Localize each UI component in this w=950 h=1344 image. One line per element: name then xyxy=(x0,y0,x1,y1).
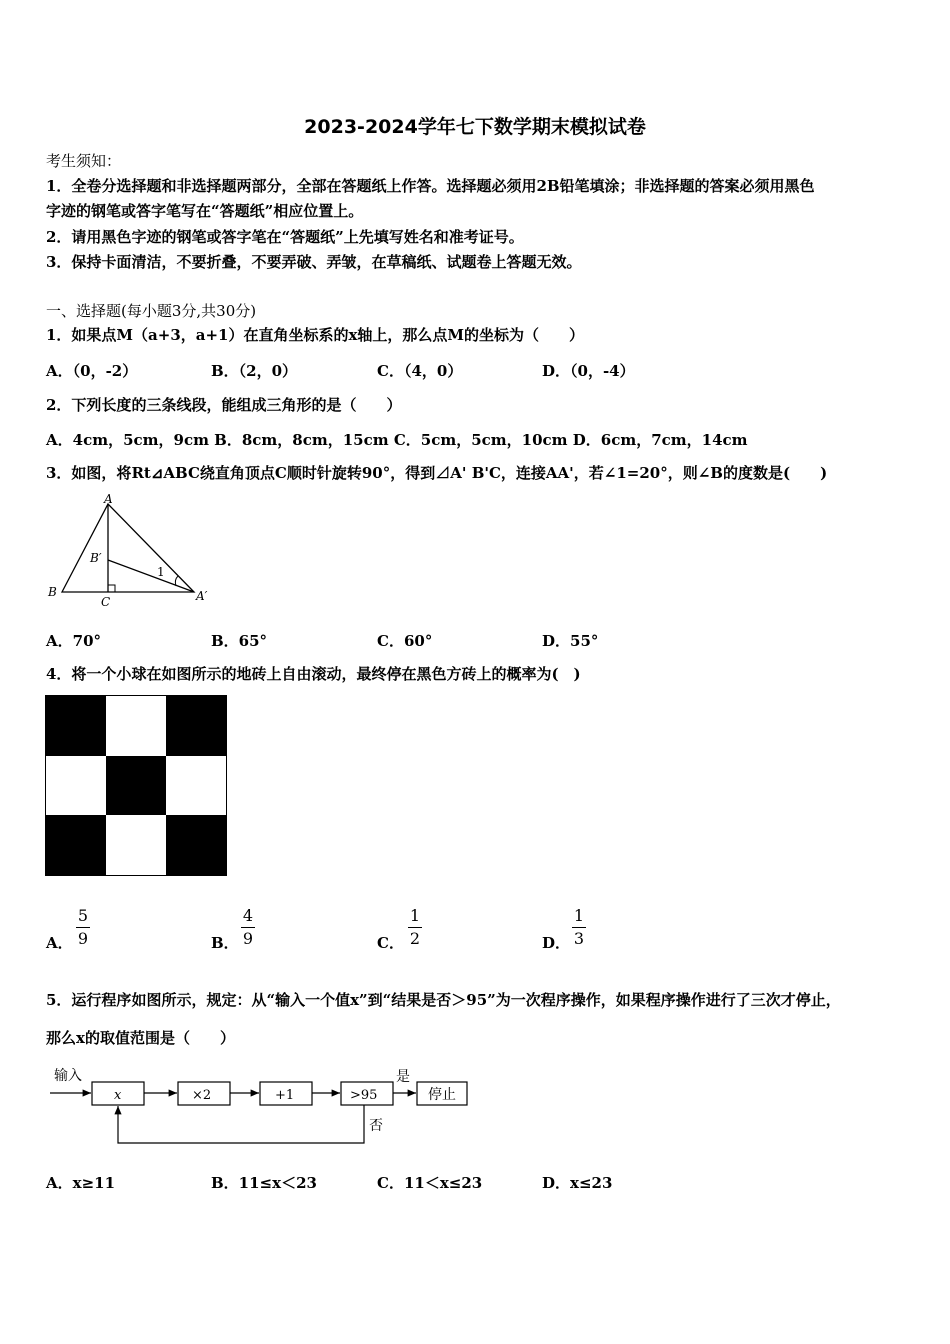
q4-b-numerator: 4 xyxy=(242,906,254,925)
q4-d-denominator: 3 xyxy=(573,929,585,948)
q4-option-c: C． xyxy=(377,934,404,952)
q4-a-denominator: 9 xyxy=(77,929,89,948)
black-tile xyxy=(166,696,226,756)
right-angle-mark xyxy=(108,585,115,592)
notice-line-3: 3．保持卡面清洁，不要折叠，不要弄破、弄皱，在草稿纸、试题卷上答题无效。 xyxy=(46,253,582,271)
q5-stem-line-2: 那么x的取值范围是（ ） xyxy=(46,1029,235,1047)
flow-box-plus1-text: +1 xyxy=(275,1088,295,1103)
flowchart xyxy=(44,1062,484,1152)
q4-stem: 4．将一个小球在如图所示的地砖上自由滚动，最终停在黑色方砖上的概率为( ) xyxy=(46,665,581,683)
q4-d-numerator: 1 xyxy=(573,906,585,925)
q3-stem: 3．如图，将Rt⊿ABC绕直角顶点C顺时针旋转90°，得到⊿A' B'C，连接AA'，若∠1=20°，则∠B的度数是( ) xyxy=(46,464,828,482)
tile-grid xyxy=(45,695,227,876)
q4-b-denominator: 9 xyxy=(242,929,254,948)
white-tile xyxy=(106,696,166,756)
q1-option-b: B．（2，0） xyxy=(211,362,298,380)
notice-heading: 考生须知： xyxy=(46,152,122,170)
q4-option-b: B． xyxy=(211,934,239,952)
label-b: B xyxy=(48,585,57,599)
q4-c-numerator: 1 xyxy=(409,906,421,925)
flow-no-label: 否 xyxy=(369,1118,383,1134)
triangle-figure xyxy=(44,490,219,610)
q2-stem: 2．下列长度的三条线段，能组成三角形的是（ ） xyxy=(46,396,402,414)
q5-option-b: B．11≤x＜23 xyxy=(211,1174,317,1192)
q2-options: A．4cm，5cm，9cm B．8cm，8cm，15cm C．5cm，5cm，10cm D．6cm，7cm，14cm xyxy=(46,431,748,449)
q3-option-c: C．60° xyxy=(377,632,433,650)
white-tile xyxy=(106,815,166,875)
angle-arc xyxy=(175,576,178,586)
q4-fraction-a xyxy=(76,907,90,948)
q4-fraction-c xyxy=(408,907,422,948)
notice-line-1a: 1．全卷分选择题和非选择题两部分，全部在答题纸上作答。选择题必须用2B铅笔填涂；非选择题的答案必须用黑色 xyxy=(46,177,815,195)
notice-line-1b: 字迹的钢笔或答字笔写在“答题纸”相应位置上。 xyxy=(46,202,364,220)
q4-fraction-b xyxy=(241,907,255,948)
label-angle-1: 1 xyxy=(157,565,165,579)
q3-option-b: B．65° xyxy=(211,632,268,650)
segment-bpap xyxy=(108,560,194,592)
q4-option-a: A． xyxy=(46,934,73,952)
q1-option-d: D．（0，-4） xyxy=(542,362,635,380)
q1-option-a: A．（0，-2） xyxy=(46,362,138,380)
label-a-prime: A′ xyxy=(196,589,208,603)
flow-yes-label: 是 xyxy=(396,1069,410,1085)
white-tile xyxy=(166,756,226,816)
flow-loop-line xyxy=(118,1105,364,1143)
q5-option-d: D．x≤23 xyxy=(542,1174,613,1192)
q4-c-denominator: 2 xyxy=(409,929,421,948)
flow-box-stop-text: 停止 xyxy=(428,1087,456,1103)
label-a: A xyxy=(104,492,113,506)
black-tile xyxy=(106,756,166,816)
q4-option-d: D． xyxy=(542,934,571,952)
label-c: C xyxy=(101,595,111,609)
flow-box-gt95-text: >95 xyxy=(350,1088,378,1103)
q1-option-c: C．（4，0） xyxy=(377,362,463,380)
q1-stem: 1．如果点M（a+3，a+1）在直角坐标系的x轴上，那么点M的坐标为（ ） xyxy=(46,326,585,344)
section-heading: 一、选择题(每小题3分,共30分) xyxy=(46,302,257,320)
q3-option-d: D．55° xyxy=(542,632,599,650)
q5-stem-line-1: 5．运行程序如图所示，规定：从“输入一个值x”到“结果是否＞95”为一次程序操作，如果程序操作进行了三次才停止， xyxy=(46,991,841,1009)
q3-option-a: A．70° xyxy=(46,632,102,650)
black-tile xyxy=(46,815,106,875)
black-tile xyxy=(46,696,106,756)
q4-fraction-d xyxy=(572,907,586,948)
notice-line-2: 2．请用黑色字迹的钢笔或答字笔在“答题纸”上先填写姓名和准考证号。 xyxy=(46,228,524,246)
q5-option-c: C．11＜x≤23 xyxy=(377,1174,483,1192)
black-tile xyxy=(166,815,226,875)
q4-a-numerator: 5 xyxy=(77,906,89,925)
triangle-abc xyxy=(62,504,194,592)
label-b-prime: B′ xyxy=(90,551,102,565)
white-tile xyxy=(46,756,106,816)
flow-box-x-text: x xyxy=(114,1088,122,1103)
flow-box-times2-text: ×2 xyxy=(192,1088,212,1103)
flow-input-label: 输入 xyxy=(54,1068,82,1084)
page-title: 2023-2024学年七下数学期末模拟试卷 xyxy=(304,116,646,138)
q5-option-a: A．x≥11 xyxy=(46,1174,116,1192)
